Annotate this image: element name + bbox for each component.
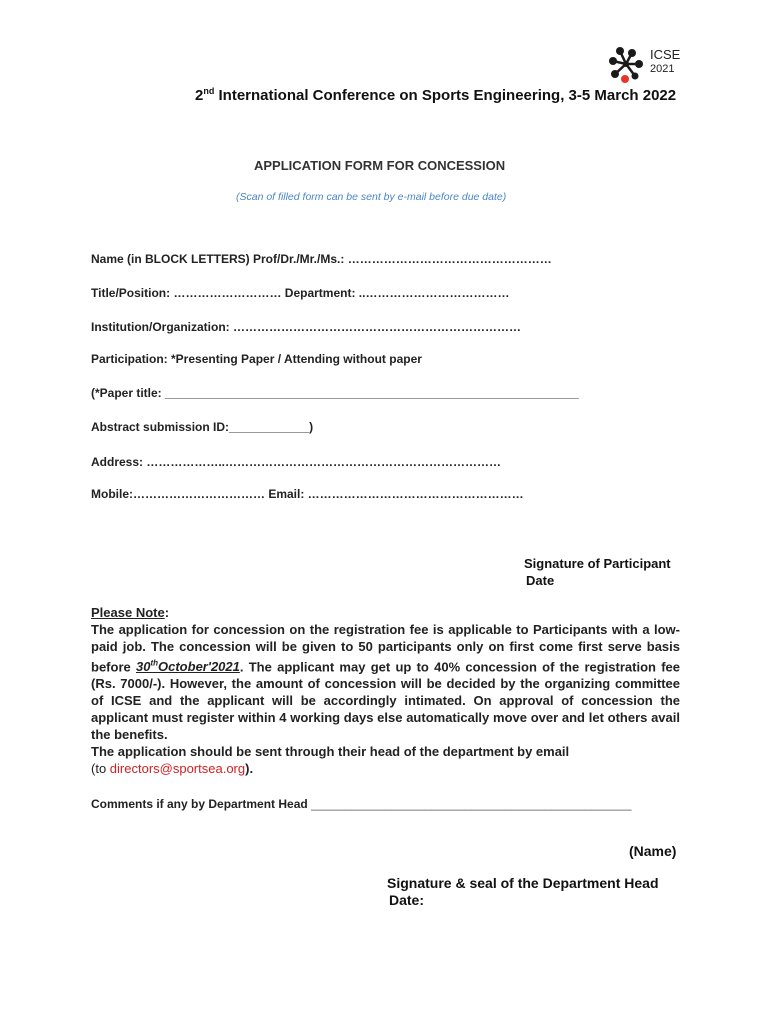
participant-signature-label: Signature of Participant — [524, 556, 671, 571]
deadline-ordinal: th — [150, 659, 159, 668]
participant-date-label: Date — [526, 573, 555, 588]
conference-title — [195, 86, 676, 104]
icse-logo — [606, 44, 686, 84]
abstract-id-field[interactable]: Abstract submission ID:____________) — [91, 420, 314, 434]
deadline-date — [136, 659, 240, 674]
department-head-signature-label: Signature & seal of the Department Head — [387, 875, 659, 891]
paper-title-field[interactable]: (*Paper title: ______________________________________________________________ — [91, 386, 579, 400]
note-paragraph — [91, 621, 680, 743]
conference-title-number: 2 — [195, 87, 204, 104]
name-field[interactable]: Name (in BLOCK LETTERS) Prof/Dr./Mr./Ms.: …………………………………………… — [91, 252, 552, 266]
logo-year: 2021 — [650, 63, 675, 75]
conference-title-ordinal: nd — [203, 86, 215, 96]
note-line2: . The applicant may get up to 40% concession of the registration fee (Rs. 7000/-). However, the amount of concession will be decided by the organizing committee of ICSE and the applicant will be accordingly intimated. On approval of concession the applicant must register within 4 working days else automatically move over and let others avail the benefits. — [91, 659, 680, 743]
address-field[interactable]: Address: ………………..…………………………………………………………… — [91, 455, 502, 469]
institution-field[interactable]: Institution/Organization: ……………………………………………………………… — [91, 320, 521, 334]
contact-suffix: ). — [245, 761, 254, 777]
participation-field[interactable]: Participation: *Presenting Paper / Attending without paper — [91, 352, 422, 366]
comments-line: ________________________________________________ — [311, 797, 632, 811]
note-heading: Please Note — [91, 605, 165, 620]
department-head-signature-block — [387, 875, 659, 909]
please-note-section — [91, 604, 680, 777]
department-head-date-label: Date: — [389, 892, 425, 908]
note-heading-colon: : — [164, 605, 170, 620]
form-title: APPLICATION FORM FOR CONCESSION — [254, 158, 506, 173]
conference-title-text: International Conference on Sports Engineering, 3-5 March 2022 — [214, 87, 677, 104]
department-comments-field[interactable] — [91, 797, 631, 811]
contact-email-link[interactable]: directors@sportsea.org — [109, 761, 246, 777]
deadline-day: 30 — [135, 659, 151, 675]
note-line3: The application should be sent through their head of the department by email — [91, 744, 570, 760]
mobile-email-field[interactable]: Mobile:…………………………… Email: ……………………………………………… — [91, 487, 524, 501]
note-contact — [91, 760, 680, 777]
title-department-field[interactable]: Title/Position: ……………………… Department: ..……………………………… — [91, 286, 510, 300]
deadline-month-year: October'2021 — [158, 659, 240, 675]
contact-prefix: (to — [91, 761, 110, 777]
comments-label: Comments if any by Department Head — [91, 797, 308, 811]
logo-text: ICSE — [650, 47, 681, 62]
participant-signature-block — [524, 555, 671, 589]
icse-logo-icon — [606, 44, 648, 84]
form-subtitle: (Scan of filled form can be sent by e-mail before due date) — [236, 191, 507, 203]
department-head-name-label: (Name) — [629, 843, 677, 859]
note-line1: The application for concession on the registration fee is applicable to Participants with a low-paid job. The concession will be given to 50 participants only on first come first serve basis before — [91, 622, 680, 675]
